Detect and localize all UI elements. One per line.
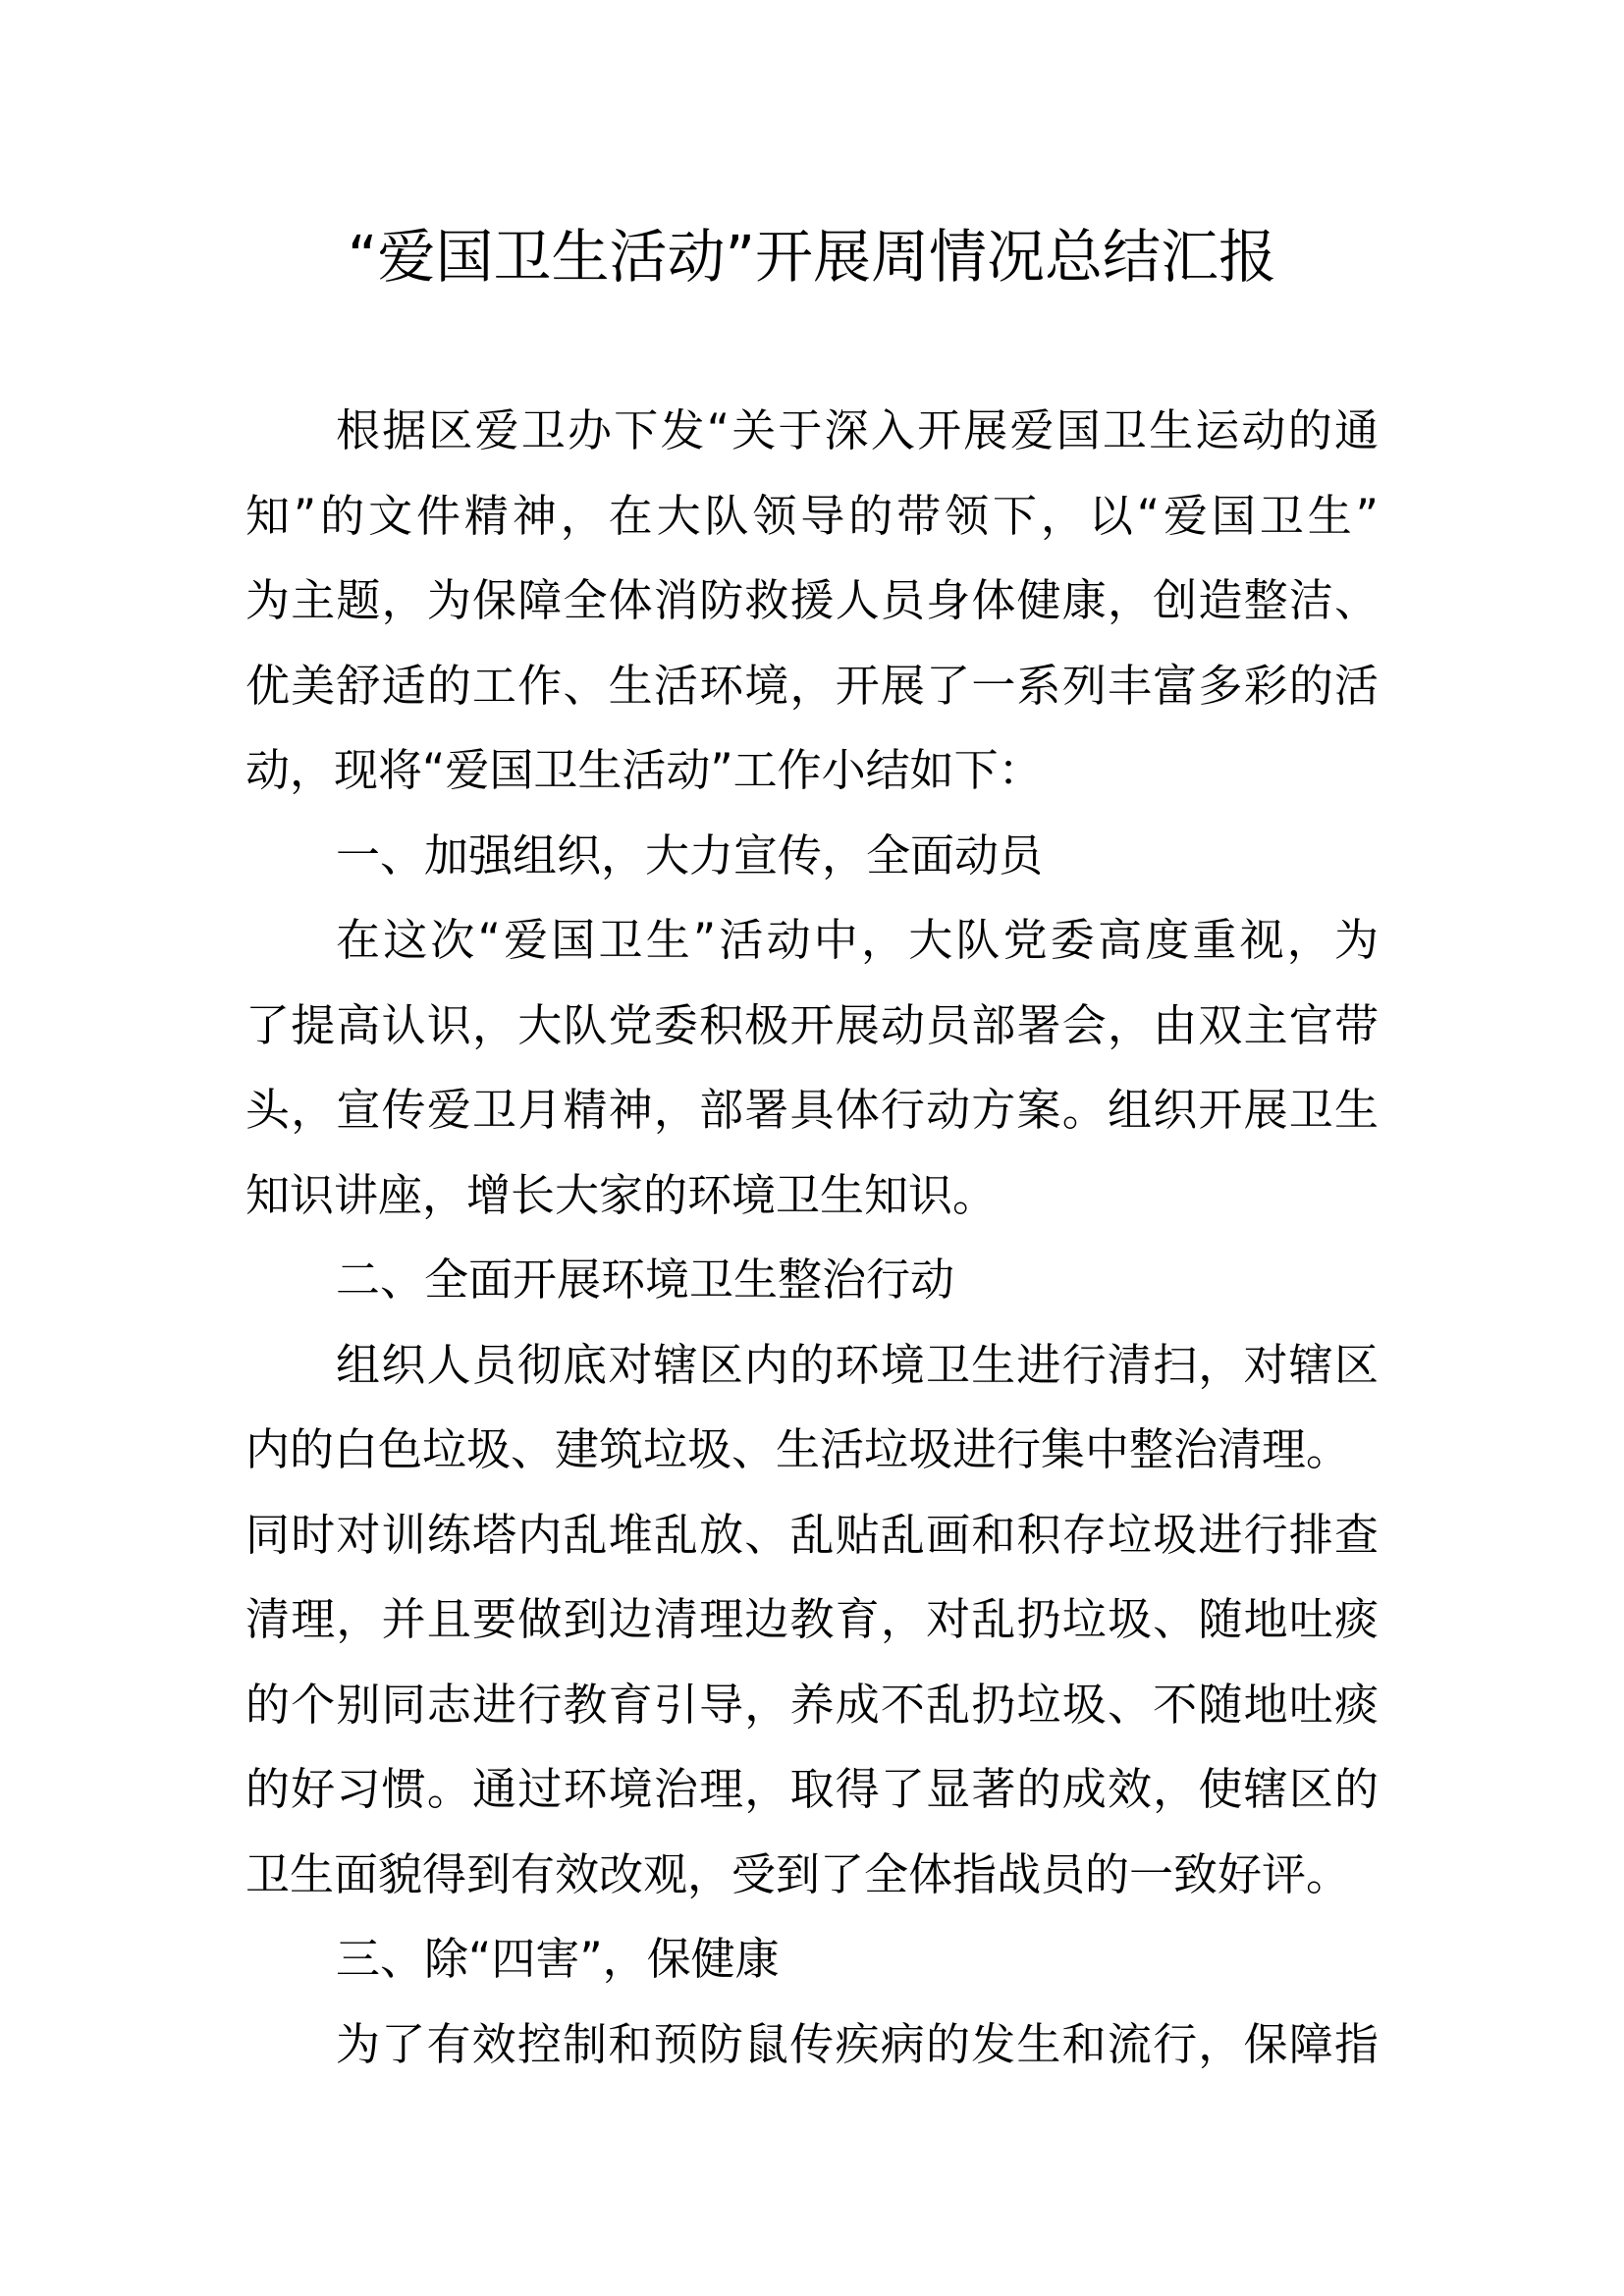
- document-body: [245, 389, 1379, 2087]
- section-heading-3: 三、除“四害”，保健康: [336, 1933, 780, 1985]
- paragraph-section-1-line: 了提高认识，大队党委积极开展动员部署会，由双主官带: [245, 998, 1379, 1051]
- paragraph-intro-line: 为主题，为保障全体消防救援人员身体健康，创造整洁、: [245, 574, 1379, 626]
- paragraph-section-3-line: 为了有效控制和预防鼠传疾病的发生和流行，保障指: [336, 2017, 1379, 2070]
- document-title: “爱国卫生活动”开展周情况总结汇报: [347, 223, 1277, 291]
- paragraph-intro-line: 动，现将“爱国卫生活动”工作小结如下：: [245, 744, 1043, 796]
- paragraph-section-2-line: 清理，并且要做到边清理边教育，对乱扔垃圾、随地吐痰: [245, 1593, 1379, 1645]
- paragraph-intro-line: 知”的文件精神，在大队领导的带领下，以“爱国卫生”: [245, 489, 1379, 542]
- paragraph-section-1-line: 头，宣传爱卫月精神，部署具体行动方案。组织开展卫生: [245, 1084, 1379, 1136]
- paragraph-section-1-line: 知识讲座，增长大家的环境卫生知识。: [245, 1168, 998, 1221]
- paragraph-intro-line: 优美舒适的工作、生活环境，开展了一系列丰富多彩的活: [245, 659, 1379, 712]
- paragraph-section-2-line: 组织人员彻底对辖区内的环境卫生进行清扫，对辖区: [336, 1338, 1379, 1391]
- paragraph-section-2-line: 的个别同志进行教育引导，养成不乱扔垃圾、不随地吐痰: [245, 1678, 1379, 1731]
- paragraph-section-2-line: 同时对训练塔内乱堆乱放、乱贴乱画和积存垃圾进行排查: [245, 1508, 1379, 1561]
- paragraph-section-2-line: 内的白色垃圾、建筑垃圾、生活垃圾进行集中整治清理。: [245, 1423, 1351, 1475]
- paragraph-section-2-line: 的好习惯。通过环境治理，取得了显著的成效，使辖区的: [245, 1763, 1379, 1815]
- section-heading-2: 二、全面开展环境卫生整治行动: [336, 1254, 955, 1306]
- paragraph-section-1-line: 在这次“爱国卫生”活动中，大队党委高度重视，为: [336, 914, 1379, 966]
- paragraph-intro-line: 根据区爱卫办下发“关于深入开展爱国卫生运动的通: [336, 404, 1379, 456]
- paragraph-section-2-line: 卫生面貌得到有效改观，受到了全体指战员的一致好评。: [245, 1847, 1351, 1900]
- section-heading-1: 一、加强组织，大力宣传，全面动员: [336, 828, 1044, 881]
